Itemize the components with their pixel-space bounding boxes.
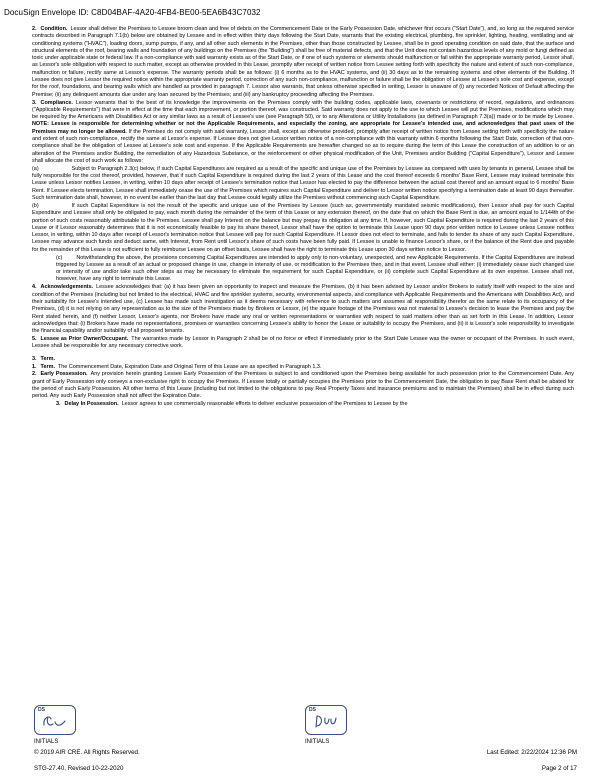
paragraph-text: Lessor shall deliver the Premises to Lessee broom clean and free of debris on the Commencement Date or the Early Possession Date, whichever first occurs ("Start Date"), and, so long as the required service contracts described in Paragraph 7.1(b) below are obtained by Lessee and in effect within thirty days following the Start Date, warrants that the existing electrical, plumbing, fire sprinkler, lighting, heating, ventilating and air conditioning systems ("HVAC"), loading doors, sump pumps, if any, and all other such elements in the Premises, other than those constructed by Lessee, shall be in good operating condition on said date, that the surface and structural elements of the roof, bearing walls and foundation of any buildings on the Premises (the "Building") shall be free of material defects, and that the Unit does not contain hazardous levels of any mold or fungi defined as toxic under applicable state or federal law. If a non-compliance with said warranty exists as of the Start Date, or if one of such systems or elements should malfunction or fail within the appropriate warranty period, Lessor shall, as Lessor's sole obligation with respect to such matter, except as otherwise provided in this Lease, promptly after receipt of written notice from Lessee setting forth with specificity the nature and extent of such non-compliance, malfunction or failure, rectify same at Lessor's expense. The warranty periods shall be as follows: (i) 6 months as to the HVAC systems, and (ii) 30 days as to the remaining systems and other elements of the Building. If Lessee does not give Lessor the required notice within the appropriate warranty period, correction of any such non-compliance, malfunction or failure shall be the obligation of Lessee at Lessee's sole cost and expense, except for the roof, foundations, and bearing walls which are handled as provided in paragraph 7. Lessor also warrants, that unless otherwise specified in writing, Lessor is unaware of (i) any recorded Notices of Default affecting the Premise; (ii) any delinquent amounts due under any loan secured by the Premises; and (iii) any bankruptcy proceeding affecting the Premises. [32, 26, 574, 98]
footer-page-number: Page 2 of 17 [541, 765, 577, 772]
subparagraph-text: If such Capital Expenditure is not the result of the specific and unique use of the Premises by Lessee (such as, governmentally mandated seismic modifications), then Lessor shall pay for such Capital Expenditure and Lessee shall only be obligated to pay, each month during the remainder of the term of this Lease or any extension thereof, on the date that on which the Base Rent is due, an amount equal to 1/144th of the portion of such costs reasonably attributable to the Premises. Lessee shall pay Interest on the balance but may prepay its obligation at any time. If, however, such Capital Expenditure is required during the last 2 years of this Lease or if Lessor reasonably determines that it is not economically feasible to pay its share thereof, Lessor shall have the option to terminate this Lease upon 90 days prior written notice to Lessee unless Lessee notifies Lessor, in writing, within 10 days after receipt of Lessor's termination notice that Lessee will pay for such Capital Expenditure. If Lessor does not elect to terminate, and fails to tender its share of any such Capital Expenditure, Lessee may advance such funds and deduct same, with Interest, from Rent until Lessor's share of such costs have been fully paid. If Lessee is unable to finance Lessor's share, or if the balance of the Rent due and payable for the remainder of this Lease is not sufficient to fully reimburse Lessee on an offset basis, Lessee shall have the right to terminate this Lease upon 30 days written notice to Lessor. [32, 202, 574, 253]
delay-possession-item [32, 401, 574, 408]
item-number: 3. [56, 401, 61, 408]
subparagraph-label: (a) [32, 165, 39, 172]
docusign-tag: DS [309, 707, 316, 713]
item-number: 1. [32, 363, 37, 370]
item-number: 2. [32, 371, 37, 378]
paragraph-title: Acknowledgements. [40, 284, 94, 291]
early-possession-item [32, 371, 574, 400]
section-number: 3. [32, 355, 37, 362]
handwritten-initials-icon [312, 713, 340, 731]
initials-label-right: INITIALS [305, 739, 330, 745]
handwritten-initials-icon [41, 713, 69, 731]
paragraph-acknowledgements [32, 284, 574, 335]
paragraph-text: The warranties made by Lessor in Paragraph 2 shall be of no force or effect if immediately prior to the Start Date Lessee was the owner or occupant of the Premises. In such event, Lessee shall be responsible for any necessary corrective work. [32, 336, 574, 350]
item-title: Delay In Possession. [64, 401, 119, 408]
section-term-heading [32, 356, 574, 363]
subparagraph-a [32, 166, 574, 202]
lessor-initials-box [34, 705, 76, 735]
paragraph-condition [32, 26, 574, 99]
paragraph-number: 4. [32, 284, 37, 291]
item-text: The Commencement Date, Expiration Date and Original Term of this Lease are as specified in Paragraph 1.3. [57, 363, 322, 370]
paragraph-title: Lessee as Prior Owner/Occupant. [40, 336, 129, 343]
docusign-envelope-id: DocuSign Envelope ID: C8D04BAF-4A20-4FB4-BE00-5EA6B43C7032 [4, 8, 261, 17]
paragraph-text: Lessee acknowledges that: (a) it has been given an opportunity to inspect and measure the Premises, (b) it has been advised by Lessor and/or Brokers to satisfy itself with respect to the size and condition of the Premises (including but not limited to the electrical, HVAC and fire sprinkler systems, security, environmental aspects, and compliance with Applicable Requirements and the Americans with Disabilities Act), and their suitability for Lessee's intended use, (c) Lessee has made such investigation as it deems necessary with reference to such matters and assumes all responsibility therefor as the same relate to its occupancy of the Premises, (d) it is not relying on any representation as to the size of the Premises made by Brokers or Lessor, (e) the square footage of the Premises was not material to Lessee's decision to lease the Premises and pay the Rent stated herein, and (f) neither Lessor, Lessor's agents, nor Brokers have made any oral or written representations or warranties with respect to said matters other than as set forth in this Lease. In addition, Lessor acknowledges that: (i) Brokers have made no representations, promises or warranties concerning Lessee's ability to honor the Lease or suitability to occupy the Premises, and (ii) it is Lessor's sole responsibility to investigate the financial capability and/or suitability of all proposed tenants. [32, 284, 574, 335]
footer-form-id: STG-27.40, Revised 10-22-2020 [34, 765, 124, 772]
docusign-tag: DS [38, 707, 45, 713]
section-title: Term. [40, 355, 55, 362]
paragraph-title: Compliance. [40, 99, 73, 106]
lease-body [32, 26, 574, 408]
subparagraph-label: (c) [56, 254, 63, 261]
paragraph-text-continued: If the Premises do not comply with said warranty, Lessor shall, except as otherwise provided, promptly after receipt of written notice from Lessee setting forth with specificity the nature and extent of such non-compliance, rectify the same at Lessor's expense. If Lessee does not give Lessor written notice of a non-compliance with this warranty within 6 months following the Start Date, correction of that non-compliance shall be the obligation of Lessee at Lessee's sole cost and expense. If the Applicable Requirements are hereafter changed so as to require during the term of this Lease the construction of an addition to or an alteration of the Premises and/or Building, the remediation of any Hazardous Substance, or the reinforcement or other physical modification of the Unit, Premises and/or Building ("Capital Expenditure"), Lessor and Lessee shall allocate the cost of such work as follows: [32, 128, 574, 164]
paragraph-title: Condition. [40, 26, 68, 32]
paragraph-compliance [32, 100, 574, 166]
item-title: Early Possession. [40, 371, 88, 378]
paragraph-number: 3. [32, 99, 37, 106]
subparagraph-label: (b) [32, 202, 39, 209]
subparagraph-c [32, 255, 574, 284]
item-title: Term. [40, 363, 55, 370]
paragraph-number: 2. [32, 26, 37, 32]
item-text: Any provision herein granting Lessee Early Possession of the Premises is subject to and conditioned upon the Premises being available for such possession prior to the Commencement Date. Any grant of Early Possession only conveys a non-exclusive right to occupy the Premises. If Lessee totally or partially occupies the Premises prior to the Commencement Date, the obligation to pay Base Rent shall be abated for the period of such Early Possession. All other terms of this Lease (including but not limited to the obligations to pay Real Property Taxes and insurance premiums and to maintain the Premises) shall be in effect during such period. Any such Early Possession shall not affect the Expiration Date. [32, 371, 574, 400]
term-item [32, 364, 574, 371]
paragraph-prior-owner [32, 336, 574, 351]
footer-last-edited: Last Edited: 2/22/2024 12:36 PM [486, 749, 577, 756]
initials-label-left: INITIALS [34, 739, 59, 745]
lessee-initials-box [305, 705, 347, 735]
paragraph-number: 5. [32, 336, 37, 343]
subparagraph-text: Subject to Paragraph 2.3(c) below, if such Capital Expenditures are required as a result of the specific and unique use of the Premises by Lessee as compared with uses by tenants in general, Lessee shall be fully responsible for the cost thereof, provided, however, that if such Capital Expenditure is required during the last 2 years of this Lease and the cost thereof exceeds 6 months' Base Rent, Lessee may instead terminate this Lease unless Lessor notifies Lessee, in writing, within 10 days after receipt of Lessee's termination notice that Lessor has elected to pay the difference between the actual cost thereof and an amount equal to 6 months' Base Rent. If Lessee elects termination, Lessee shall immediately cease the use of the Premises which requires such Capital Expenditure and deliver to Lessor written notice specifying a termination date at least 90 days thereafter. Such termination date shall, however, in no event be earlier than the last day that Lessee could legally utilize the Premises without commencing such Capital Expenditure. [32, 165, 574, 202]
zoning-note: NOTE: Lessee is responsible for determining whether or not the Applicable Requirements, and especially the zoning, are appropriate for Lessee's intended use, and acknowledges that past uses of the Premises may no longer be allowed. [32, 121, 574, 135]
footer-copyright: © 2019 AIR CRE. All Rights Reserved. [34, 749, 140, 756]
paragraph-text: Lessor warrants that to the best of its knowledge the improvements on the Premises comply with the building codes, applicable laws, covenants or restrictions of record, regulations, and ordinances ("Applicable Requirements") that were in effect at the time that each improvement, or portion thereof, was constructed. Said warranty does not apply to the use to which Lessee will put the Premises, modifications which may be required by the Americans with Disabilities Act or any similar laws as a result of Lessee's use (see Paragraph 50), or to any Alterations or Utility Installations (as defined in Paragraph 7.3(a)) made or to be made by Lessee. [32, 99, 574, 121]
item-text: Lessor agrees to use commercially reasonable efforts to deliver exclusive possession of the Premises to Lessee by the [121, 401, 408, 408]
subparagraph-b [32, 203, 574, 254]
subparagraph-text: Notwithstanding the above, the provisions concerning Capital Expenditures are intended to apply only to non-voluntary, unexpected, and new Applicable Requirements. If the Capital Expenditures are instead triggered by Lessee as a result of an actual or proposed change in use, change in intensity of use, or modification to the Premises then, and in that event, Lessee shall either: (i) immediately cease such changed use or intensity of use and/or take such other steps as may be necessary to eliminate the requirement for such Capital Expenditure, or (ii) complete such Capital Expenditure at its own expense. Lessee shall not, however, have any right to terminate this Lease. [56, 254, 574, 283]
